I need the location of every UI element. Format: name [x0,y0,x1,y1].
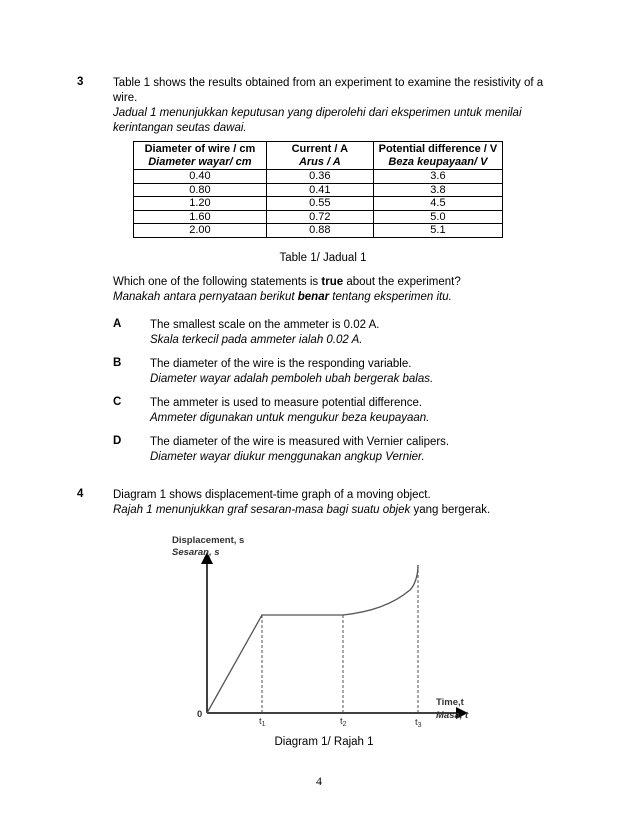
option-text-en: The diameter of the wire is measured with Vernier calipers. [150,436,450,448]
tick-label-t1: $t_1$ [259,716,266,728]
displacement-curve [207,565,418,713]
stem-en-line-2: wire. [113,92,138,104]
y-axis-label-my: Sesaran, s [172,547,220,558]
table-caption: Table 1/ Jadual 1 [279,252,367,264]
tick-label-t2: $t_2$ [340,716,347,728]
table-cell: 0.40 [134,170,267,184]
table-cell: 0.72 [266,210,373,224]
q4-stem-en: Diagram 1 shows displacement-time graph of a moving object. [113,489,431,501]
option-text-my: Diameter wayar diukur menggunakan angkup Vernier. [150,451,425,463]
prompt-en: Which one of the following statements is true about the experiment? [113,276,461,288]
stem-my-line-1: Jadual 1 menunjukkan keputusan yang diperolehi dari eksperimen untuk menilai [113,107,522,119]
option-text-my: Skala terkecil pada ammeter ialah 0.02 A. [150,334,363,346]
table-cell: 0.41 [266,183,373,197]
table-cell: 0.36 [266,170,373,184]
question-3-number: 3 [77,76,84,88]
option-text-my: Diameter wayar adalah pemboleh ubah bergerak balas. [150,373,434,385]
stem-my-line-2: kerintangan seutas dawai. [113,122,247,134]
table-cell: 4.5 [373,197,502,211]
option-letter: B [113,357,122,369]
option-text-my: Ammeter digunakan untuk mengukur beza keupayaan. [150,412,430,424]
question-4-number: 4 [77,488,84,500]
tick-label-t3: $t_3$ [415,717,422,729]
option-letter: A [113,318,122,330]
table-cell: 3.8 [373,183,502,197]
header-diameter: Diameter of wire / cm Diameter wayar/ cm [134,142,267,170]
table-cell: 1.20 [134,197,267,211]
table-cell: 0.88 [266,224,373,238]
option-text-en: The diameter of the wire is the responding variable. [150,358,412,370]
option-letter: D [113,435,122,447]
option-text-en: The smallest scale on the ammeter is 0.02 A. [150,319,380,331]
q4-stem-my: Rajah 1 menunjukkan graf sesaran-masa bagi suatu objek yang bergerak. [113,504,491,516]
stem-en-line-1: Table 1 shows the results obtained from an experiment to examine the resistivity of a [113,77,544,89]
option-letter: C [113,396,122,408]
y-axis-label-en: Displacement, s [172,535,245,546]
x-axis-label-my: Masa, t [436,710,469,721]
x-axis-label-en: Time,t [436,697,464,708]
table-cell: 1.60 [134,210,267,224]
table-cell: 0.55 [266,197,373,211]
table-cell: 5.0 [373,210,502,224]
table-cell: 2.00 [134,224,267,238]
option-text-en: The ammeter is used to measure potential difference. [150,397,423,409]
header-potential-difference: Potential difference / V Beza keupayaan/ V [373,142,502,170]
table-cell: 3.6 [373,170,502,184]
table-cell: 5.1 [373,224,502,238]
prompt-my: Manakah antara pernyataan berikut benar tentang eksperimen itu. [113,291,452,303]
table-cell: 0.80 [134,183,267,197]
origin-label: 0 [197,709,203,720]
diagram-caption: Diagram 1/ Rajah 1 [274,736,374,748]
page-number: 4 [316,774,322,788]
header-current: Current / A Arus / A [266,142,373,170]
